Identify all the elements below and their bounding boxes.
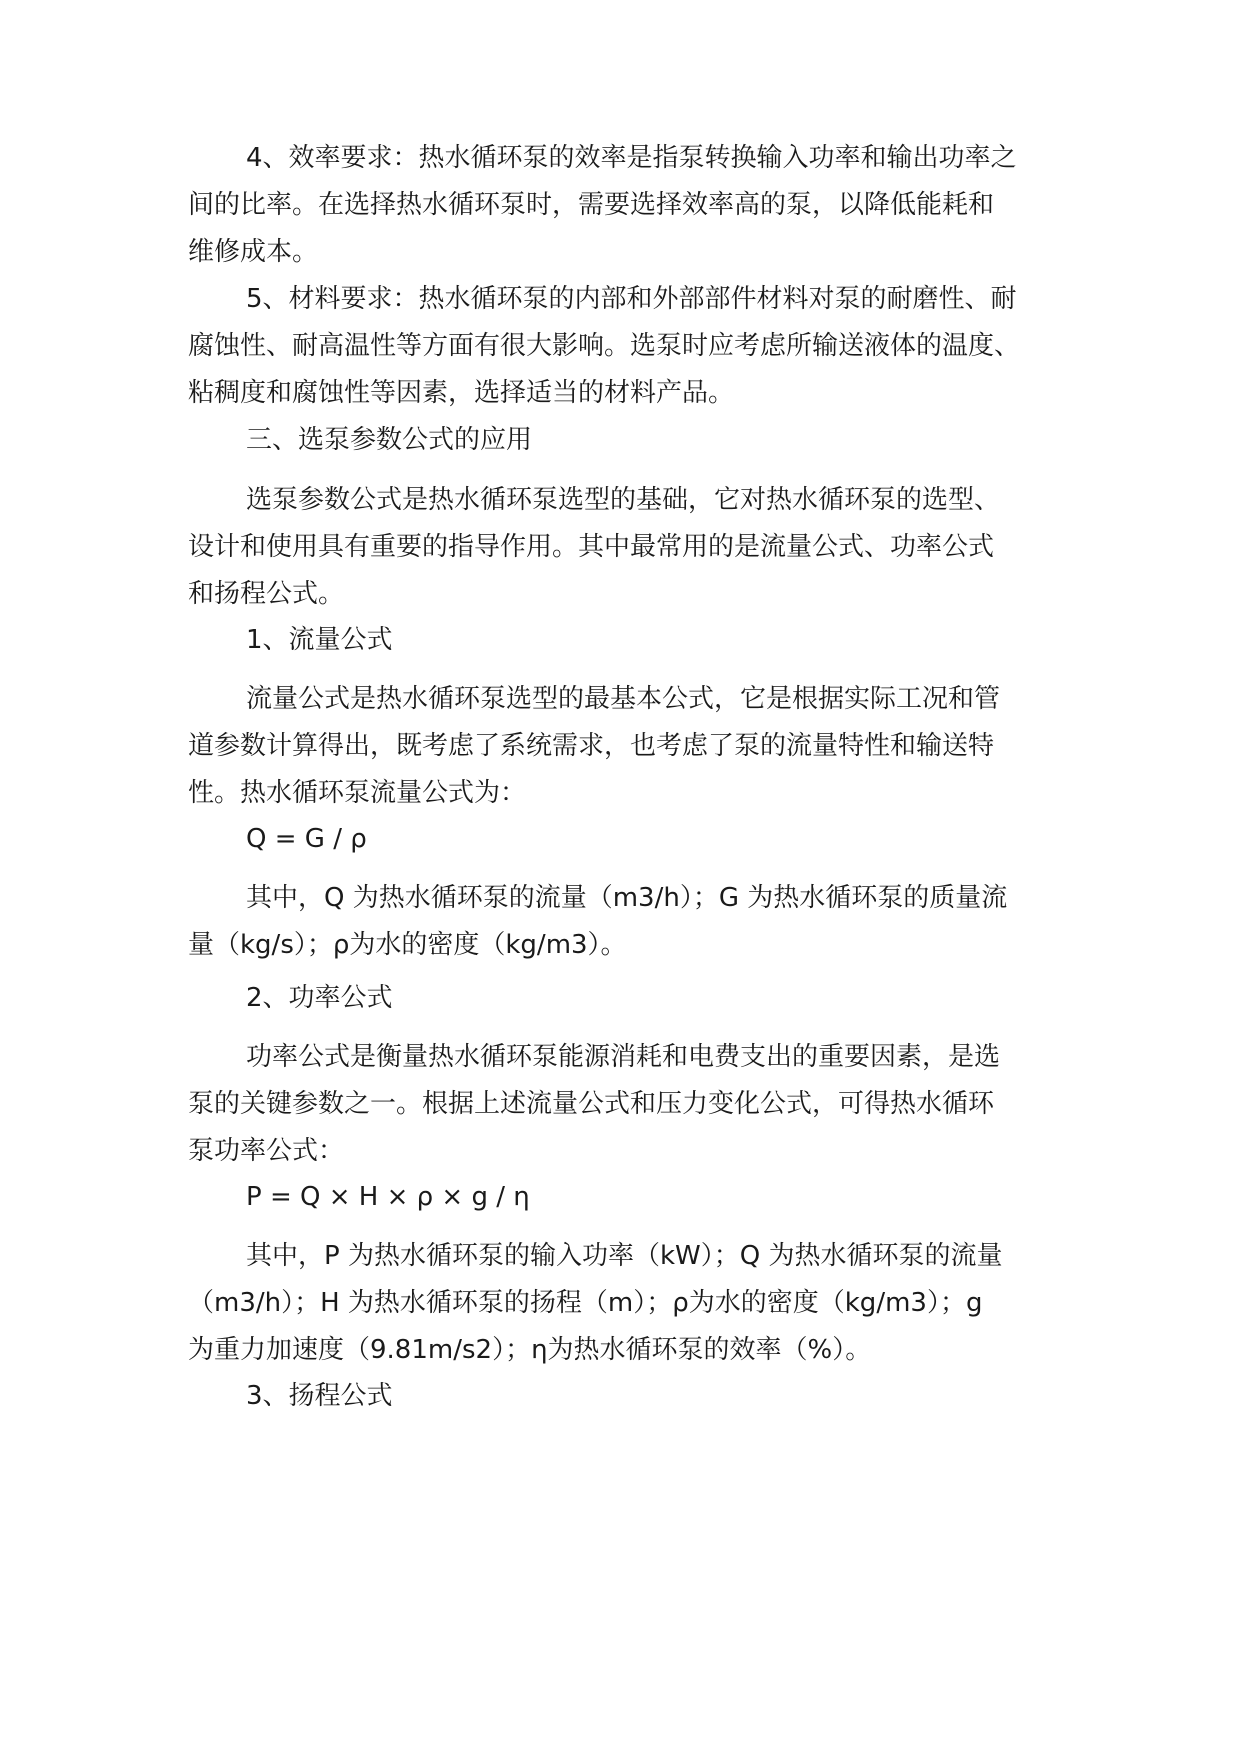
text-line: 泵的关键参数之一。根据上述流量公式和压力变化公式，可得热水循环 [188, 1089, 995, 1119]
text-line: 选泵参数公式是热水循环泵选型的基础，它对热水循环泵的选型、 [246, 485, 1001, 515]
text-line: 维修成本。 [188, 237, 319, 267]
text-line: 和扬程公式。 [188, 579, 345, 609]
subheading-flow-formula [188, 617, 1068, 664]
text-line: 流量公式是热水循环泵选型的最基本公式，它是根据实际工况和管 [246, 684, 1001, 714]
text-line: 粘稠度和腐蚀性等因素，选择适当的材料产品。 [188, 378, 735, 408]
text-line: 间的比率。在选择热水循环泵时，需要选择效率高的泵，以降低能耗和 [188, 190, 995, 220]
paragraph-efficiency-requirement [188, 135, 1068, 276]
heading-text: 3、扬程公式 [246, 1381, 393, 1411]
formula-text: Q = G / ρ [246, 824, 367, 854]
paragraph-flow-formula-description [188, 676, 1068, 817]
text-line: 腐蚀性、耐高温性等方面有很大影响。选泵时应考虑所输送液体的温度、 [188, 331, 1021, 361]
heading-text: 2、功率公式 [246, 983, 393, 1013]
subheading-power-formula [188, 975, 1068, 1022]
text-line: （m3/h）；H 为热水循环泵的扬程（m）；ρ为水的密度（kg/m3）；g [188, 1288, 983, 1318]
text-line: 为重力加速度（9.81m/s2）；η为热水循环泵的效率（%）。 [188, 1335, 872, 1365]
power-formula [188, 1174, 1068, 1221]
text-line: 其中，Q 为热水循环泵的流量（m3/h）；G 为热水循环泵的质量流 [246, 883, 1008, 913]
paragraph-formula-intro [188, 477, 1068, 618]
heading-text: 1、流量公式 [246, 625, 393, 655]
heading-text: 三、选泵参数公式的应用 [246, 425, 533, 455]
paragraph-material-requirement [188, 276, 1068, 417]
text-line: 5、材料要求：热水循环泵的内部和外部部件材料对泵的耐磨性、耐 [246, 284, 1017, 314]
text-line: 性。热水循环泵流量公式为： [188, 778, 527, 808]
paragraph-power-formula-description [188, 1034, 1068, 1175]
text-line: 4、效率要求：热水循环泵的效率是指泵转换输入功率和输出功率之 [246, 143, 1017, 173]
text-line: 设计和使用具有重要的指导作用。其中最常用的是流量公式、功率公式 [188, 532, 995, 562]
text-line: 其中，P 为热水循环泵的输入功率（kW）；Q 为热水循环泵的流量 [246, 1241, 1003, 1271]
subheading-head-formula [188, 1373, 1068, 1420]
section-heading-formula-application [188, 417, 1068, 464]
text-line: 功率公式是衡量热水循环泵能源消耗和电费支出的重要因素，是选 [246, 1042, 1001, 1072]
text-line: 量（kg/s）；ρ为水的密度（kg/m3）。 [188, 930, 627, 960]
paragraph-flow-formula-variables [188, 875, 1068, 969]
text-line: 泵功率公式： [188, 1136, 345, 1166]
formula-text: P = Q × H × ρ × g / η [246, 1182, 530, 1212]
paragraph-power-formula-variables [188, 1233, 1068, 1374]
flow-formula [188, 816, 1068, 863]
text-line: 道参数计算得出，既考虑了系统需求，也考虑了泵的流量特性和输送特 [188, 731, 995, 761]
